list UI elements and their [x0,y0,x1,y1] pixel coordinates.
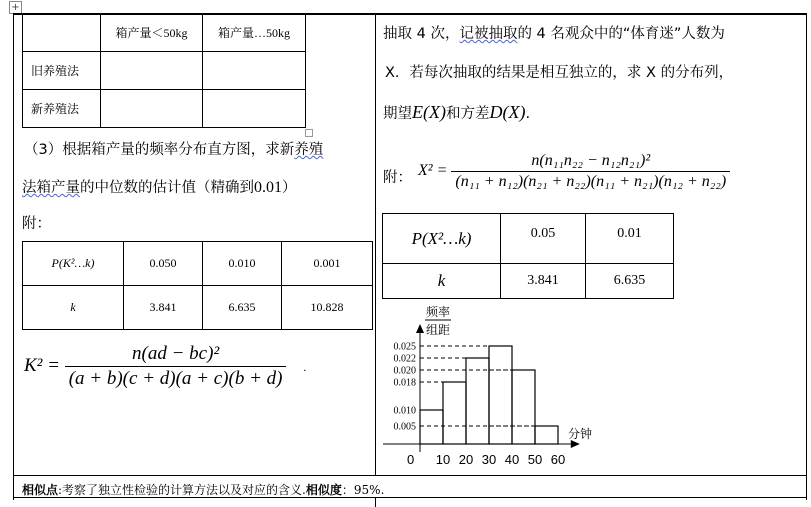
right-line3 [383,102,530,123]
k-header: k [23,286,124,330]
x2-critical-table [382,213,674,299]
column-divider-lower [375,497,376,507]
x-tick-label: 60 [550,452,566,467]
x-tick-label: 50 [527,452,543,467]
right-line2: X．若每次抽取的结果是相互独立的，求 X 的分布列， [385,65,734,81]
text-run: 抽取 4 次， [383,26,460,42]
right-line1 [383,22,725,43]
frequency-histogram [375,302,625,470]
x-axis-arrow-icon [571,440,580,448]
x-tick-label: 10 [435,452,451,467]
spellcheck-text: 养殖 [294,142,324,158]
histogram-bar [535,426,558,444]
k-header: k [383,264,501,299]
table-header: 箱产量…50kg [203,14,306,52]
similarity-point-label: 相似点 [22,483,59,497]
attach-label: 附： [22,216,51,232]
origin-label: 0 [407,452,415,467]
table-cell[interactable] [203,52,306,90]
row-label: 新养殖法 [23,90,101,128]
table-cell[interactable] [101,90,203,128]
table-cell[interactable] [203,90,306,128]
formula-numerator: n(ad − bc)² [132,343,220,364]
question-3-line1 [24,138,323,159]
similarity-degree-label: 相似度 [305,483,342,497]
text-run: 的中位数的估计值（精确到 [80,180,254,196]
similarity-degree-value: ：95%. [341,483,385,497]
p-value: 0.001 [282,242,373,286]
histogram-bar [420,410,443,444]
row-label: 旧养殖法 [23,52,101,90]
p-value: 0.050 [124,242,203,286]
formula-lhs: X² = [418,162,448,180]
histogram-bar [466,358,489,444]
x-tick-label: 30 [481,452,497,467]
table-cell[interactable] [101,52,203,90]
right-attach-label: 附： [383,170,412,186]
yield-contingency-table [22,13,306,128]
k-value: 10.828 [282,286,373,330]
similarity-note [22,481,384,498]
expectation-symbol: E(X) [412,102,446,122]
k-value: 3.841 [124,286,203,330]
formula-trailing: . [303,359,307,374]
x-axis-label: 分钟 [568,427,593,441]
histogram-bar [443,382,466,444]
y-tick-label: 0.010 [393,405,416,417]
text-run: ） [282,180,297,196]
y-tick-label: 0.020 [393,365,416,377]
y-tick-label: 0.025 [393,341,416,353]
y-axis-arrow-icon [416,324,424,333]
y-label-top: 频率 [426,305,451,319]
table-header: 箱产量＜50kg [101,14,203,52]
p-header: P(K²…k) [23,242,124,286]
variance-symbol: D(X) [489,102,526,122]
k-value: 3.841 [501,264,586,299]
spellcheck-text: 记被抽取 [459,26,518,42]
table-cell [23,14,101,52]
y-label-bottom: 组距 [426,323,451,337]
text-run: 期望 [383,106,412,122]
k-value: 6.635 [586,264,674,299]
table-move-handle[interactable]: + [9,1,22,14]
row-divider [13,475,806,476]
text-run: . [525,106,531,122]
x-tick-label: 40 [504,452,520,467]
similarity-point-text: :考察了独立性检验的计算方法以及对应的含义. [58,483,306,497]
x-tick-label: 20 [458,452,474,467]
y-tick-label: 0.018 [393,377,416,389]
histogram-bar [489,346,512,444]
spellcheck-text: 法箱产量 [22,180,80,196]
y-tick-label: 0.005 [393,421,416,433]
p-value: 0.05 [501,214,586,264]
formula-denominator: (a + b)(c + d)(a + c)(b + d) [65,366,287,390]
text-run: （3）根据箱产量的频率分布直方图，求新 [24,142,295,158]
text-run: 和方差 [445,106,490,122]
p-value: 0.010 [203,242,282,286]
histogram-bar [512,370,535,444]
precision-value: 0.01 [254,179,282,196]
x2-formula [418,152,730,191]
y-tick-label: 0.022 [393,353,416,365]
k-value: 6.635 [203,286,282,330]
text-run: 的 4 名观众中的“体育迷”人数为 [517,26,725,42]
formula-denominator: (n₁₁ + n₁₂)(n₂₁ + n₂₂)(n₁₁ + n₂₁)(n₁₂ + n₂₂) [451,171,730,191]
formula-numerator: n(n₁₁n₂₂ − n₁₂n₂₁)² [531,152,651,169]
table-resize-handle[interactable] [305,129,313,137]
k2-formula [24,343,306,390]
k2-critical-table [22,241,373,330]
question-3-line2 [22,176,297,197]
p-header: P(X²…k) [383,214,501,264]
p-value: 0.01 [586,214,674,264]
formula-lhs: K² = [24,354,60,376]
